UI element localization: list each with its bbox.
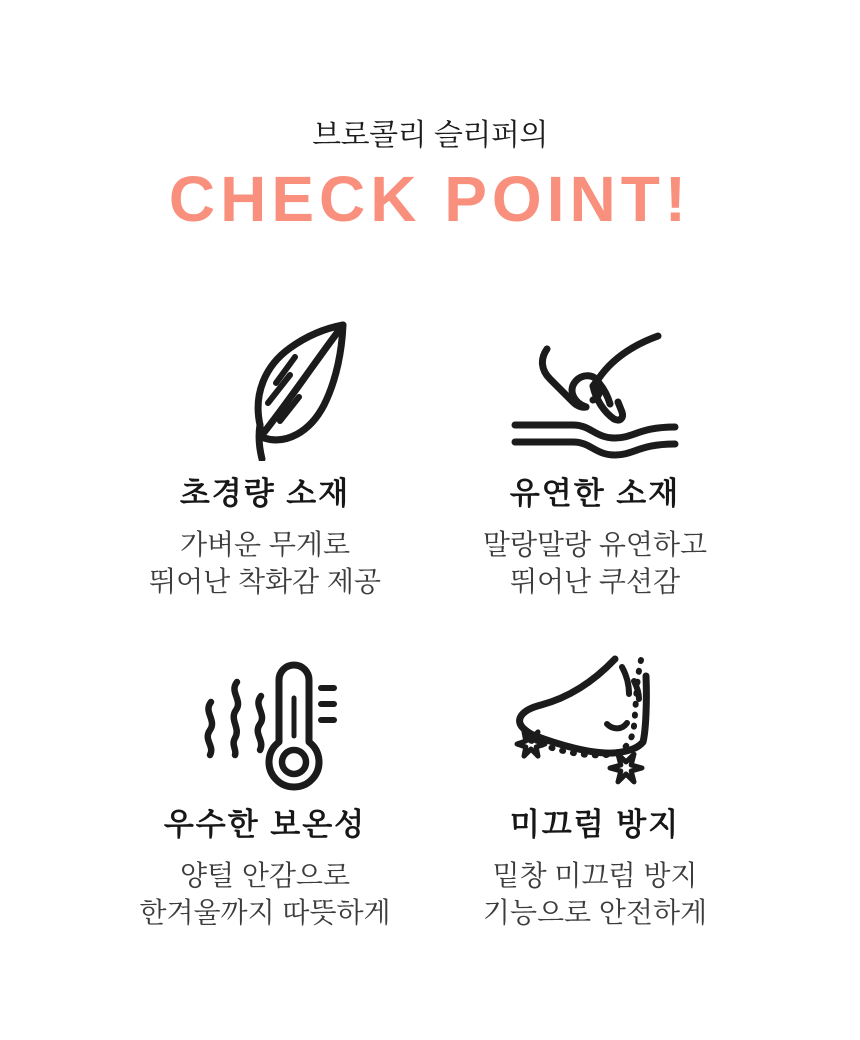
- hand-press-icon: [495, 321, 695, 461]
- feature-description: [100, 857, 430, 931]
- feature-desc-line: 한겨울까지 따뜻하게: [139, 897, 391, 929]
- feature-flexible: [430, 321, 760, 600]
- feature-desc-line: 말랑말랑 유연하고: [482, 528, 708, 560]
- feature-title: 우수한 보온성: [163, 807, 367, 843]
- feature-title: 초경량 소재: [179, 476, 351, 512]
- feature-title: 미끄럼 방지: [509, 807, 681, 843]
- feature-desc-line: 뛰어난 착화감 제공: [149, 566, 381, 598]
- section-title: CHECK POINT!: [168, 163, 692, 235]
- feature-warmth: [100, 652, 430, 931]
- feature-desc-line: 밑창 미끄럼 방지: [492, 860, 698, 892]
- feature-description: [430, 526, 760, 600]
- feather-icon: [165, 321, 365, 461]
- feature-ultralight: [100, 321, 430, 600]
- feature-description: [100, 526, 430, 600]
- feature-desc-line: 기능으로 안전하게: [482, 897, 708, 929]
- features-grid: [100, 321, 760, 931]
- feature-antislip: [430, 652, 760, 931]
- thermometer-icon: [165, 652, 365, 792]
- feature-title: 유연한 소재: [509, 476, 681, 512]
- feature-desc-line: 뛰어난 쿠션감: [509, 566, 681, 598]
- feature-desc-line: 가벼운 무게로: [179, 528, 351, 560]
- section-subtitle: 브로콜리 슬리퍼의: [312, 119, 548, 152]
- feature-desc-line: 양털 안감으로: [179, 860, 351, 892]
- anti-slip-icon: [495, 652, 695, 792]
- feature-description: [430, 857, 760, 931]
